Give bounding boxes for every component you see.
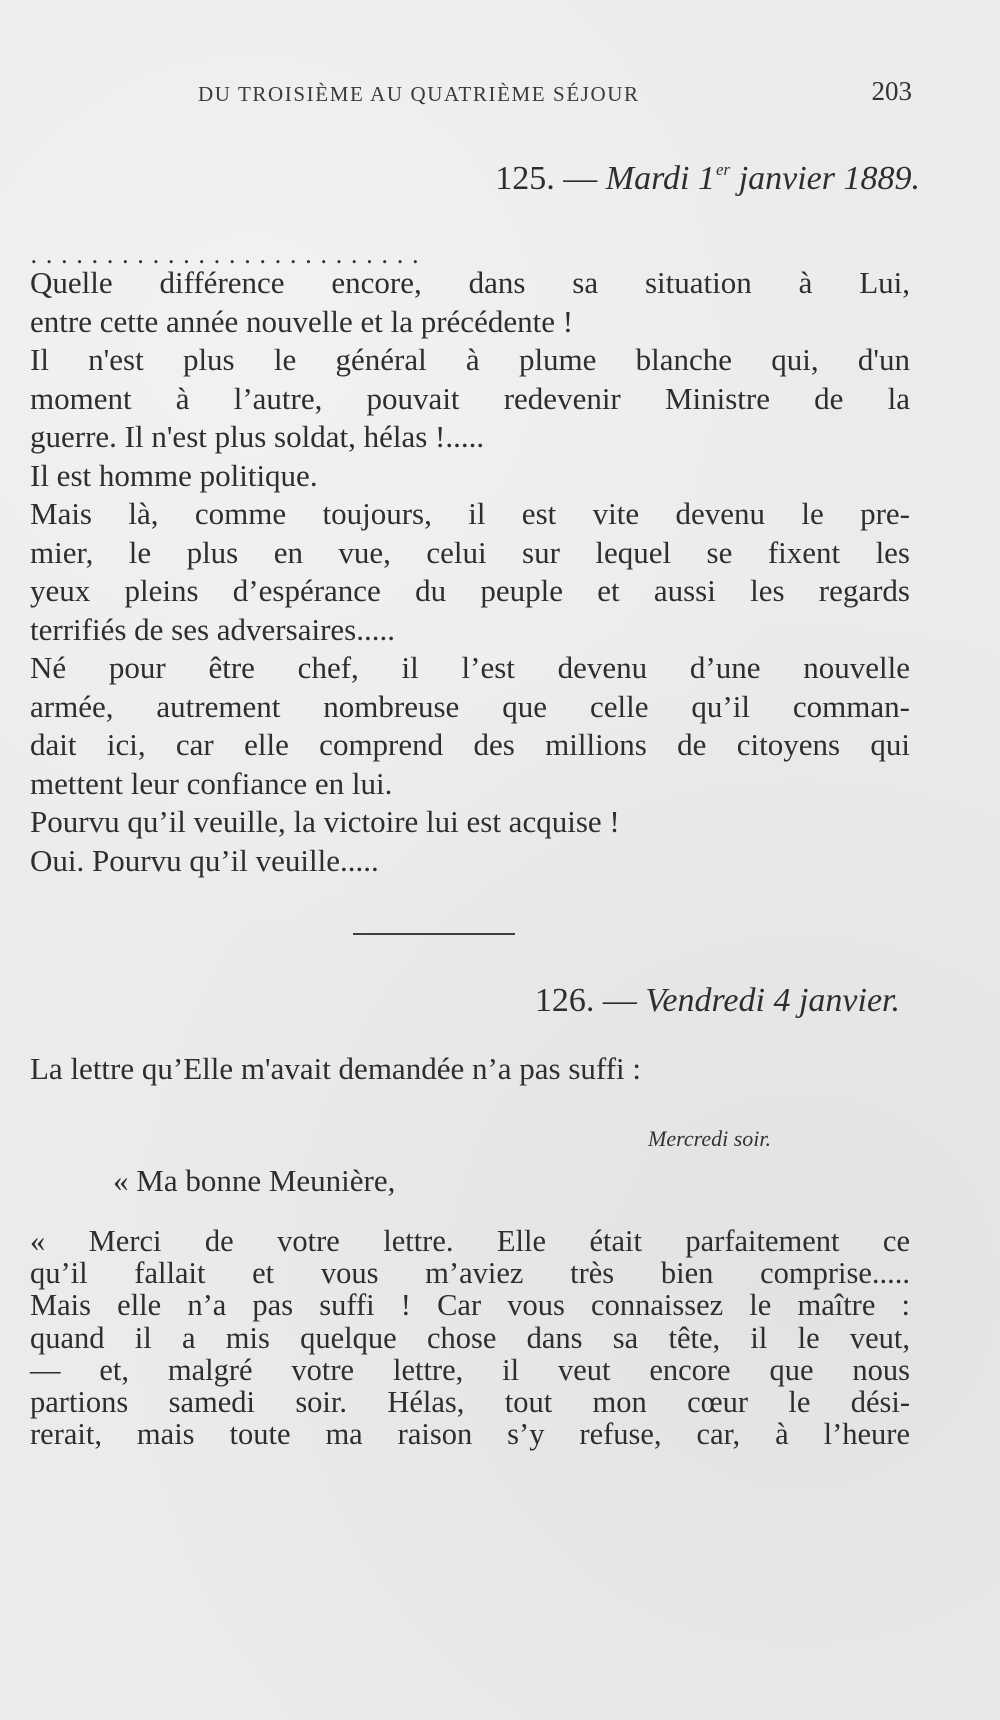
text-line: terrifiés de ses adversaires..... [30,611,395,647]
entry-heading-126 [535,982,900,1020]
text-line: qu’il fallait et vous m’aviez très bien comprise..... [30,1256,910,1291]
entry-date-part: janvier 1889. [730,160,920,197]
entry-intro-126 [30,1050,910,1089]
text-line: Pourvu qu’il veuille, la victoire lui est acquise ! [30,804,620,839]
text-line: Né pour être chef, il l’est devenu d’une nouvelle [30,650,910,685]
entry-body-125 [30,264,910,880]
text-line: rerait, mais toute ma raison s’y refuse, car, à l’heure [30,1417,910,1452]
entry-date-ordinal: er [716,160,731,179]
text-line: Mais elle n’a pas suffi ! Car vous connaissez le maître : [30,1288,910,1323]
page-header [30,76,930,116]
text-line: Il est homme politique. [30,457,318,493]
text-line: Quelle différence encore, dans sa situation à Lui, [30,265,910,300]
letter-body [30,1225,910,1450]
text-line: moment à l’autre, pouvait redevenir Ministre de la [30,380,910,416]
letter-date: Mercredi soir. [648,1126,772,1151]
ellipsis-row: . . . . . . . . . . . . . . . . . . . . . . . . . . [30,241,420,269]
text-line: « Merci de votre lettre. Elle était parfaitement ce [30,1224,910,1258]
entry-date-part: Mardi 1 [605,160,716,197]
text-line: — et, malgré votre lettre, il veut encore que nous [30,1352,910,1387]
text-line: mettent leur confiance en lui. [30,765,393,801]
text-line: Il n'est plus le général à plume blanche qui, d'un [30,342,910,377]
text-line: quand il a mis quelque chose dans sa tête, il le veut, [30,1320,910,1355]
entry-heading-125 [495,160,920,198]
section-divider [353,933,515,935]
text-line: dait ici, car elle comprend des millions de citoyens qui [30,727,910,762]
text-line: partions samedi soir. Hélas, tout mon cœur le dési- [30,1384,910,1419]
text-line: guerre. Il n'est plus soldat, hélas !..... [30,419,485,454]
page-number: 203 [871,76,912,106]
text-line: Oui. Pourvu qu’il veuille..... [30,842,379,878]
text-line: Mais là, comme toujours, il est vite devenu le pre- [30,496,910,531]
text-line: armée, autrement nombreuse que celle qu’il comman- [30,688,910,724]
entry-number: 125. — [495,160,598,197]
text-line: La lettre qu’Elle m'avait demandée n’a pas suffi : [30,1051,641,1086]
running-title: DU TROISIÈME AU QUATRIÈME SÉJOUR [198,82,640,106]
letter-salutation: « Ma bonne Meunière, [113,1163,396,1198]
entry-date: Vendredi 4 janvier. [645,982,900,1019]
entry-date [606,160,920,197]
entry-number: 126. — [534,982,637,1019]
text-line: yeux pleins d’espérance du peuple et aussi les regards [30,573,910,608]
text-line: mier, le plus en vue, celui sur lequel se fixent les [30,534,910,570]
text-line: entre cette année nouvelle et la précédente ! [30,303,574,339]
